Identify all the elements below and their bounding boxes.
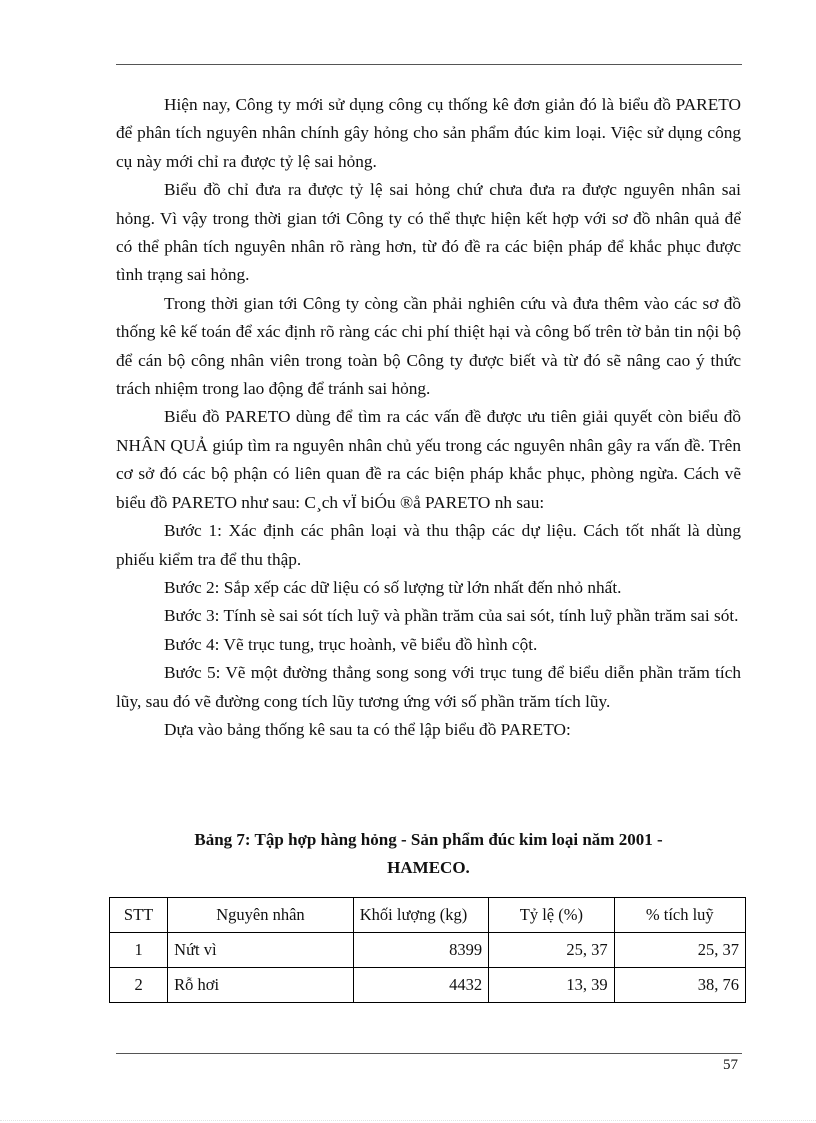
step-3-paragraph: Bước 3: Tính sè sai sót tích luỹ và phần trăm của sai sót, tính luỹ phần trăm sai sót. [164,606,739,626]
paragraph: Dựa vào bảng thống kê sau ta có thể lập biểu đồ PARETO: [164,719,571,739]
step-2-paragraph: Bước 2: Sắp xếp các dữ liệu có số lượng từ lớn nhất đến nhỏ nhất. [164,577,622,597]
table-header-row [110,898,746,933]
cell-cause: Nứt vì [168,933,354,968]
cell-ratio: 25, 37 [489,933,614,968]
cell-ratio: 13, 39 [489,968,614,1003]
table-caption-line2: HAMECO. [387,858,470,877]
step-1-paragraph: Bước 1: Xác định các phân loại và thu thập các dự liệu. Cách tốt nhất là dùng phiếu kiểm tra để thu thập. [116,521,741,569]
header-stt: STT [110,898,168,933]
page-number: 57 [723,1057,738,1073]
table-caption: Bảng 7: Tập hợp hàng hỏng - Sản phẩm đúc kim loại năm 2001 - [194,830,663,849]
cell-cumulative: 38, 76 [614,968,745,1003]
table-row [110,968,746,1003]
body-text [116,91,741,744]
header-rule [116,64,742,65]
header-cause: Nguyên nhân [168,898,354,933]
paragraph: Biểu đồ PARETO dùng để tìm ra các vấn đề được ưu tiên giải quyết còn biểu đồ NHÂN QUẢ giúp tìm ra nguyên nhân chủ yếu trong các nguyên nhân gây ra vấn đề. Trên cơ sở đó các bộ phận có liên quan đề ra các biện pháp khắc phục, phòng ngừa. Cách vẽ biểu đồ PARETO như sau: C¸ch vÏ biÓu ®å PARETO nh sau: [116,407,741,512]
paragraph: Hiện nay, Công ty mới sử dụng công cụ thống kê đơn giản đó là biểu đồ PARETO để phân tích nguyên nhân chính gây hỏng cho sản phẩm đúc kim loại. Việc sử dụng công cụ này mới chỉ ra được tỷ lệ sai hỏng. [116,95,741,171]
cell-cumulative: 25, 37 [614,933,745,968]
cell-cause: Rỗ hơi [168,968,354,1003]
table-row [110,933,746,968]
page-edge-divider [0,1120,816,1121]
defect-table [109,897,746,1003]
step-4-paragraph: Bước 4: Vẽ trục tung, trục hoành, vẽ biểu đồ hình cột. [164,634,538,654]
cell-stt: 1 [110,933,168,968]
header-ratio: Tỷ lệ (%) [489,898,614,933]
footer-rule [116,1053,742,1054]
cell-stt: 2 [110,968,168,1003]
header-mass: Khối lượng (kg) [353,898,488,933]
cell-mass: 4432 [353,968,488,1003]
header-cumulative: % tích luỹ [614,898,745,933]
cell-mass: 8399 [353,933,488,968]
paragraph: Trong thời gian tới Công ty còng cần phải nghiên cứu và đưa thêm vào các sơ đồ thống kê kế toán để xác định rõ ràng các chi phí thiệt hại và công bố trên tờ bản tin nội bộ để cán bộ công nhân viên trong toàn bộ Công ty được biết và từ đó sẽ nâng cao ý thức trách nhiệm trong lao động để tránh sai hỏng. [116,293,741,399]
step-5-paragraph: Bước 5: Vẽ một đường thẳng song song với trục tung để biểu diễn phần trăm tích lũy, sau đó vẽ đường cong tích lũy tương ứng với số phần trăm tích lũy. [116,663,741,711]
paragraph: Biểu đồ chỉ đưa ra được tỷ lệ sai hỏng chứ chưa đưa ra được nguyên nhân sai hỏng. Vì vậy trong thời gian tới Công ty có thể thực hiện kết hợp với sơ đồ nhân quả để có thể phân tích nguyên nhân rõ ràng hơn, từ đó đề ra các biện pháp để khắc phục được tình trạng sai hỏng. [116,180,741,285]
